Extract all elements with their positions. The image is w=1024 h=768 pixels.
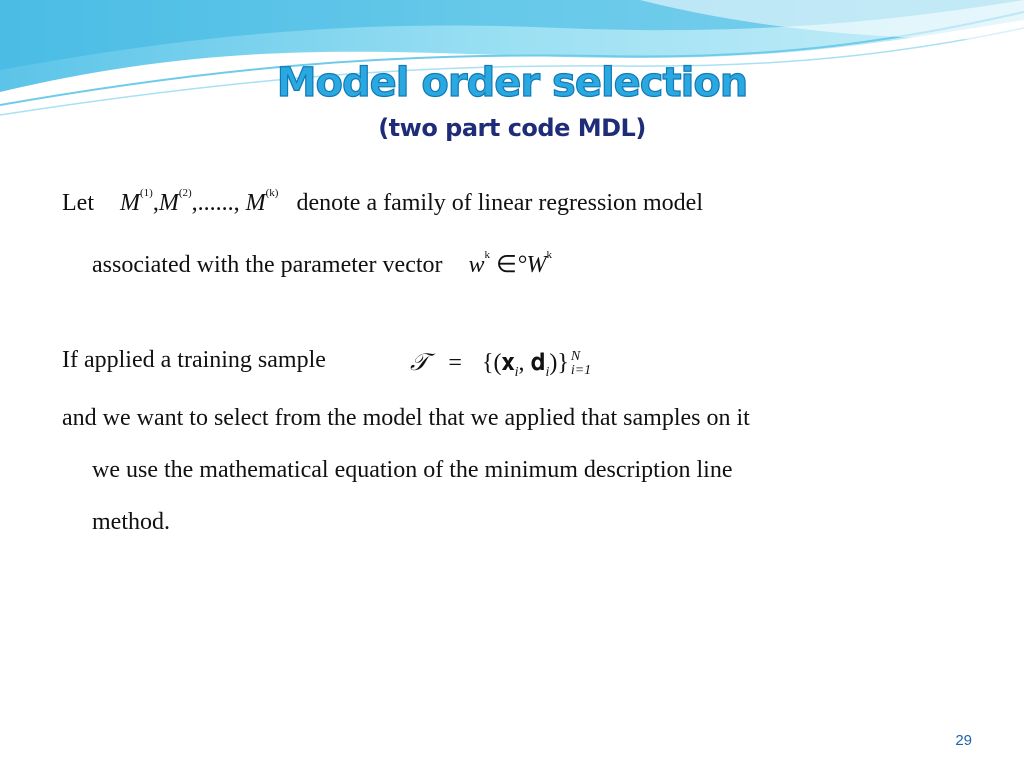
page-number: 29	[955, 732, 972, 749]
parameter-vector-line: associated with the parameter vector $w^k$ $\in^\circ W^k$	[92, 249, 553, 278]
let-label: Let	[62, 190, 94, 216]
slide-title: Model order selection	[276, 60, 748, 106]
selection-line-2: we use the mathematical equation of the minimum description line	[92, 457, 733, 483]
model-description: denote a family of linear regression model	[296, 190, 703, 216]
selection-line-3: method.	[92, 509, 170, 535]
paragraph-model-selection	[62, 392, 962, 548]
selection-line-1: and we want to select from the model that we applied that samples on it	[62, 405, 750, 431]
parameter-vector-formula: $w^k$ $\in^\circ W^k$	[468, 249, 553, 278]
training-sample-label: If applied a training sample	[62, 347, 326, 373]
model-family-formula: $M^{(1)},M^{(2)}$,......, $M^{(k)}$	[119, 187, 279, 216]
training-set-formula: 𝒯 = {(𝐱$_i$, 𝐝$_i$)} N i=1	[400, 338, 690, 388]
slide-subtitle: (two part code MDL)	[378, 114, 646, 142]
paragraph-models	[62, 167, 962, 291]
